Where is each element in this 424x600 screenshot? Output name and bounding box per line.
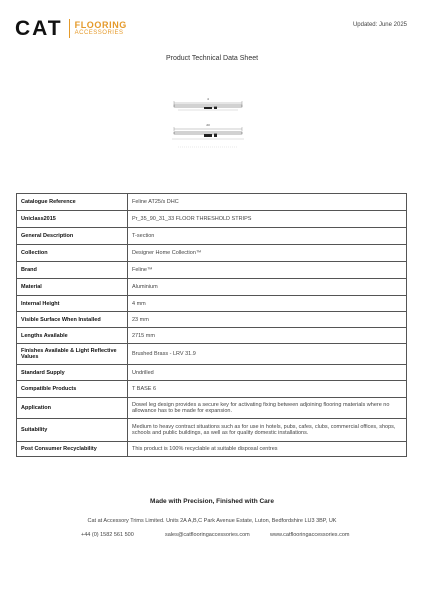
spec-value: This product is 100% recyclable at suitable disposal centres: [128, 442, 407, 457]
spec-label: Compatible Products: [17, 381, 128, 398]
spec-label: Internal Height: [17, 296, 128, 312]
spec-label: Catalogue Reference: [17, 194, 128, 211]
spec-label: Finishes Available & Light Reflective Values: [17, 344, 128, 365]
spec-label: Material: [17, 279, 128, 296]
spec-label: Lengths Available: [17, 328, 128, 344]
spec-row: [17, 328, 407, 344]
spec-label: Standard Supply: [17, 365, 128, 381]
spec-row: [17, 245, 407, 262]
spec-row: [17, 442, 407, 457]
spec-row: [17, 398, 407, 419]
brand-logo: [15, 18, 127, 39]
spec-row: [17, 344, 407, 365]
spec-value: Pr_35_90_31_33 FLOOR THRESHOLD STRIPS: [128, 211, 407, 228]
footer-tagline: Made with Precision, Finished with Care: [150, 498, 274, 505]
profile-technical-drawing: [168, 92, 248, 162]
spec-row: [17, 279, 407, 296]
spec-value: 23 mm: [128, 312, 407, 328]
document-title: Product Technical Data Sheet: [165, 55, 259, 62]
spec-row: [17, 419, 407, 442]
phone-number: +44 (0) 1582 561 500: [81, 532, 134, 538]
company-address: Cat at Accessory Trims Limited. Units 2A A,B,C Park Avenue Estate, Luton, Bedfordshire LU3 3BP, UK: [87, 518, 337, 524]
spec-label: General Description: [17, 228, 128, 245]
brand-subtitle-line1: FLOORING: [74, 19, 127, 30]
spec-label: Visible Surface When Installed: [17, 312, 128, 328]
spec-row: [17, 262, 407, 279]
spec-value: Medium to heavy contract situations such as for use in hotels, pubs, cafes, clubs, commercial offices, shops, schools and public buildings, as well as for quality domestic installations.: [128, 419, 407, 442]
spec-row: [17, 296, 407, 312]
spec-label: Brand: [17, 262, 128, 279]
spec-row: [17, 365, 407, 381]
spec-value: Dowel leg design provides a secure key for activating fixing between adjoining flooring materials where no allowance has to be made for expansion.: [128, 398, 407, 419]
spec-row: [17, 228, 407, 245]
spec-value: 2715 mm: [128, 328, 407, 344]
drawing-dimension-bottom: 23: [206, 123, 210, 127]
drawing-dimension-top: 4: [207, 97, 209, 101]
brand-subtitle: [75, 21, 127, 37]
brand-name: CAT: [15, 17, 63, 40]
spec-label: Collection: [17, 245, 128, 262]
spec-row: [17, 381, 407, 398]
spec-label: Application: [17, 398, 128, 419]
spec-value: Aluminium: [128, 279, 407, 296]
spec-value: T BASE 6: [128, 381, 407, 398]
specifications-table: [16, 193, 407, 457]
spec-row: [17, 194, 407, 211]
spec-value: Feline™: [128, 262, 407, 279]
spec-row: [17, 312, 407, 328]
brand-divider: [69, 19, 70, 38]
spec-value: 4 mm: [128, 296, 407, 312]
updated-date: Updated: June 2025: [352, 22, 407, 28]
website-link[interactable]: www.catflooringaccessories.com: [270, 532, 350, 538]
email-link[interactable]: sales@catflooringaccessories.com: [165, 532, 250, 538]
spec-value: Designer Home Collection™: [128, 245, 407, 262]
spec-value: Feline AT25/s DHC: [128, 194, 407, 211]
spec-label: Post Consumer Recyclability: [17, 442, 128, 457]
spec-value: T-section: [128, 228, 407, 245]
brand-subtitle-line2: ACCESSORIES: [74, 29, 124, 36]
spec-value: Undrilled: [128, 365, 407, 381]
spec-label: Uniclass2015: [17, 211, 128, 228]
spec-label: Suitability: [17, 419, 128, 442]
spec-value: Brushed Brass - LRV 31.9: [128, 344, 407, 365]
spec-row: [17, 211, 407, 228]
